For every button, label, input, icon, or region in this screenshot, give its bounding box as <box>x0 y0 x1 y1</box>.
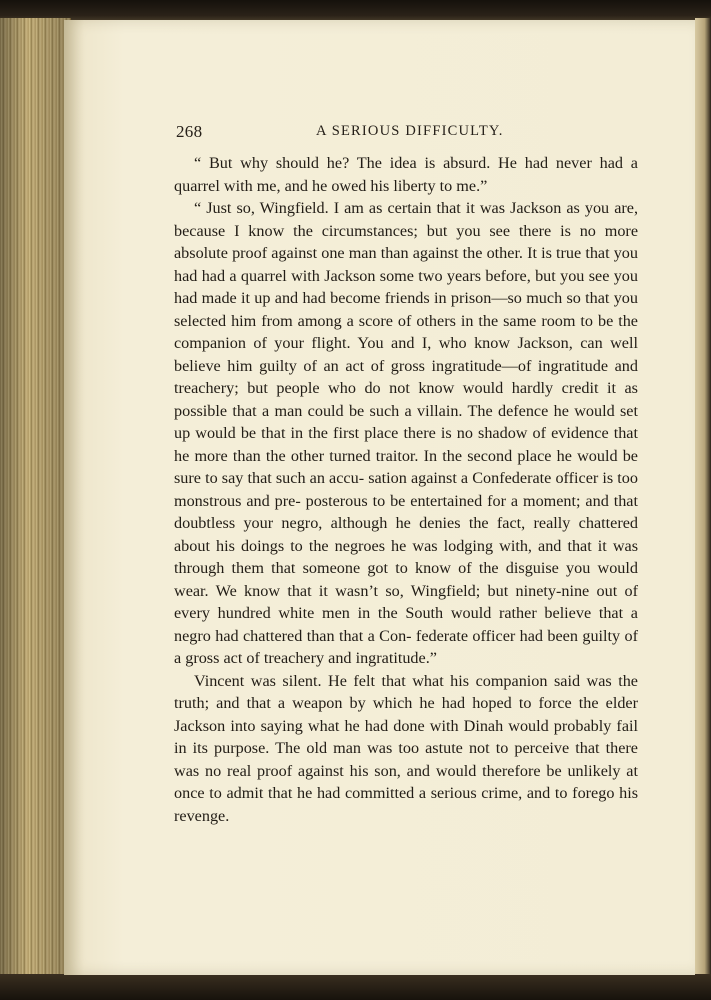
paragraph: Vincent was silent. He felt that what his companion said was the truth; and that a weapon by which he had hoped to force the elder Jackson into saying what he had done with Dinah would probably fail in its purpose. The old man was too astute not to perceive that there was no real proof against his son, and would therefore be unlikely at once to admit that he had committed a serious crime, and to forego his revenge. <box>174 671 638 825</box>
page-edges <box>0 18 71 980</box>
paragraph: “ Just so, Wingfield. I am as certain that it was Jackson as you are, because I know the circumstances; but you see there is no more absolute proof against one man than against the other. It is true that you had had a quarrel with Jackson some two years before, but you see you had made it up and had become friends in prison—so much so that you selected him from among a score of others in the same room to be the companion of your flight. You and I, who know Jackson, can well believe him guilty of an act of gross ingratitude—of ingratitude and treachery; but people who do not know would hardly credit it as possible that a man could be such a villain. The defence he would set up would be that in the first place there is no shadow of evidence that he more than the other turned traitor. In the second place he would be sure to say that such an accu- sation against a Confederate officer is too monstrous and pre- posterous to be entertained for a moment; and that doubtless your negro, although he denies the fact, really chattered about his doings to the negroes he was lodging with, and that it was through them that someone got to know of the disguise you would wear. We know that it wasn’t so, Wingfield; but ninety-nine out of every hundred white men in the South would rather believe that a negro had chattered than that a Con- federate officer had been guilty of a gross act of treachery and ingratitude.” <box>174 199 638 667</box>
page-header <box>176 122 646 142</box>
paragraph: “ But why should he? The idea is absurd. He had never had a quarrel with me, and he owed his liberty to me.” <box>174 154 638 195</box>
book-top-edge <box>0 0 711 22</box>
running-title: A SERIOUS DIFFICULTY. <box>316 123 504 139</box>
body-text <box>174 152 638 827</box>
page-number: 268 <box>176 122 203 141</box>
right-page-edge <box>695 18 711 980</box>
book-bottom-edge <box>0 974 711 1000</box>
